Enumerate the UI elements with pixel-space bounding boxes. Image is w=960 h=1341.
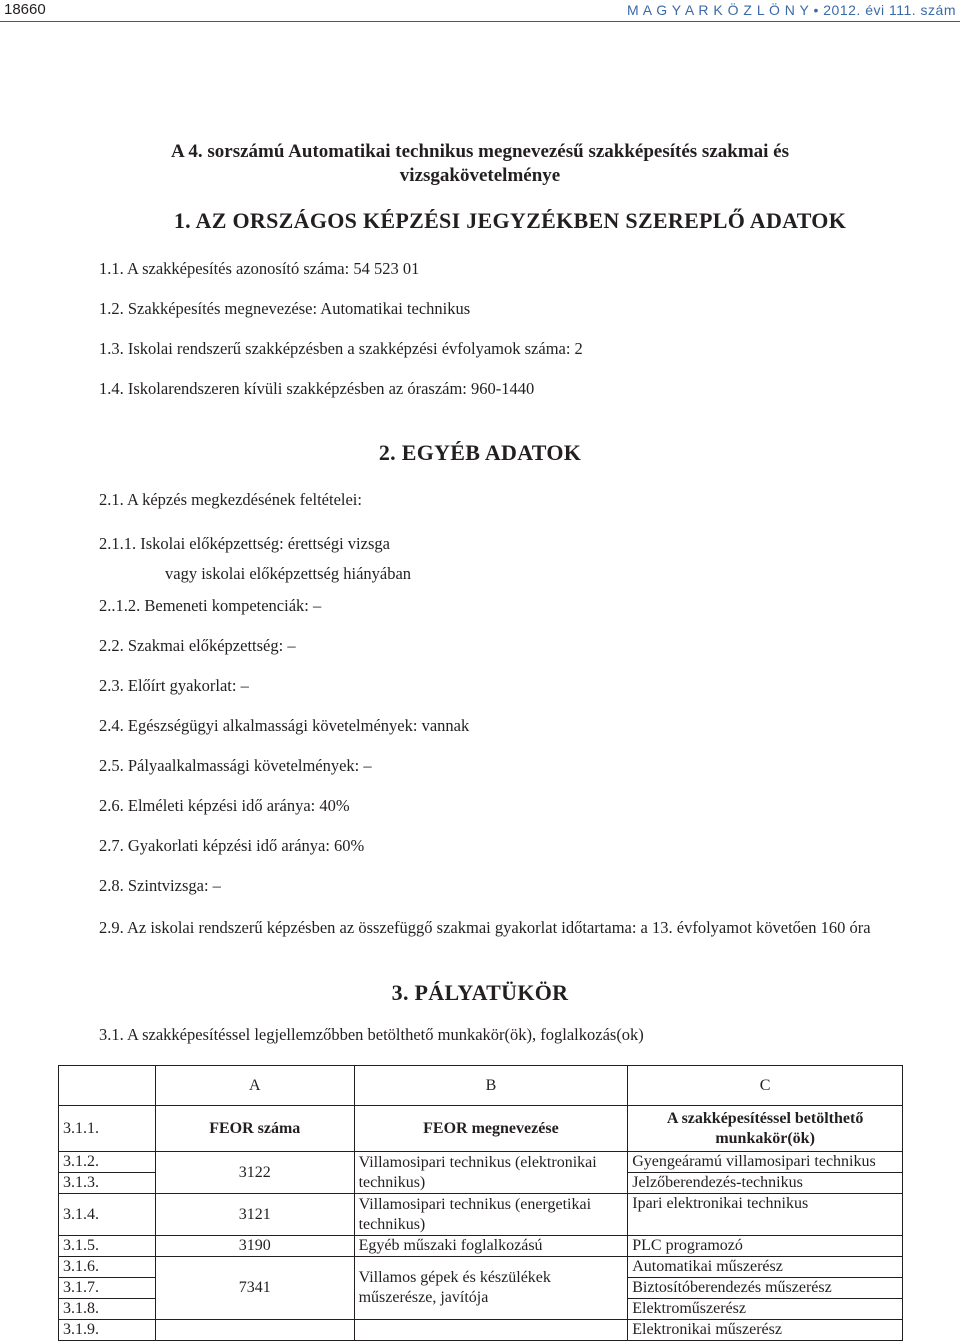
item-2-5: 2.5. Pályaalkalmassági követelmények: – (99, 756, 372, 775)
feor-name: Egyéb műszaki foglalkozású (354, 1236, 628, 1257)
row-number: 3.1.3. (59, 1173, 156, 1194)
page-header (0, 0, 960, 22)
item-1-4: 1.4. Iskolarendszeren kívüli szakképzésben az óraszám: 960-1440 (99, 379, 535, 398)
occupation: Jelzőberendezés-technikus (628, 1173, 903, 1194)
item-2-1: 2.1. A képzés megkezdésének feltételei: (99, 490, 362, 509)
section-1-heading: 1. AZ ORSZÁGOS KÉPZÉSI JEGYZÉKBEN SZEREPLŐ ADATOK (173, 208, 847, 233)
occupation: Elektronikai műszerész (628, 1320, 903, 1341)
item-2-4: 2.4. Egészségügyi alkalmassági követelmények: vannak (99, 716, 470, 735)
row-number: 3.1.2. (59, 1152, 156, 1173)
page-number: 18660 (4, 1, 46, 18)
row-number: 3.1.8. (59, 1299, 156, 1320)
item-1-1: 1.1. A szakképesítés azonosító száma: 54 523 01 (99, 259, 420, 278)
row-number: 3.1.1. (59, 1106, 156, 1152)
occupation: Gyengeáramú villamosipari technikus (628, 1152, 903, 1173)
occupation: Automatikai műszerész (628, 1257, 903, 1278)
occupation: PLC programozó (628, 1236, 903, 1257)
occupation: Ipari elektronikai technikus (628, 1194, 903, 1236)
item-2-8: 2.8. Szintvizsga: – (99, 876, 221, 895)
item-2-1-1: 2.1.1. Iskolai előképzettség: érettségi vizsga (99, 534, 390, 553)
table-cell (354, 1320, 628, 1341)
feor-number: 7341 (155, 1257, 354, 1320)
feor-name: Villamosipari technikus (elektronikai technikus) (354, 1152, 628, 1194)
table-cell (155, 1320, 354, 1341)
row-number: 3.1.6. (59, 1257, 156, 1278)
column-header-feor-number: FEOR száma (155, 1106, 354, 1152)
column-header-feor-name: FEOR megnevezése (354, 1106, 628, 1152)
table-row (59, 1152, 903, 1173)
table-letter-row (59, 1066, 903, 1106)
table-row (59, 1194, 903, 1236)
column-letter-a: A (155, 1066, 354, 1106)
header-rule (0, 21, 960, 22)
row-number: 3.1.4. (59, 1194, 156, 1236)
item-2-3: 2.3. Előírt gyakorlat: – (99, 676, 249, 695)
item-2-1-2: 2..1.2. Bemeneti kompetenciák: – (99, 596, 322, 615)
document-title: A 4. sorszámú Automatikai technikus megnevezésű szakképesítés szakmai és vizsgakövetelménye (170, 141, 790, 186)
occupation: Biztosítóberendezés műszerész (628, 1278, 903, 1299)
section-2-heading: 2. EGYÉB ADATOK (378, 440, 582, 465)
feor-table (58, 1065, 903, 1341)
table-row (59, 1257, 903, 1278)
feor-number: 3122 (155, 1152, 354, 1194)
feor-name: Villamosipari technikus (energetikai technikus) (354, 1194, 628, 1236)
row-number: 3.1.7. (59, 1278, 156, 1299)
table-header-row (59, 1106, 903, 1152)
journal-title: M A G Y A R K Ö Z L Ö N Y • 2012. évi 111. szám (626, 2, 956, 18)
table-cell (59, 1066, 156, 1106)
occupation: Elektroműszerész (628, 1299, 903, 1320)
row-number: 3.1.5. (59, 1236, 156, 1257)
column-header-occupation: A szakképesítéssel betölthető munkakör(ök) (628, 1106, 903, 1152)
section-3-heading: 3. PÁLYATÜKÖR (391, 980, 569, 1005)
item-2-1-1-continuation: vagy iskolai előképzettség hiányában (165, 564, 412, 583)
item-1-3: 1.3. Iskolai rendszerű szakképzésben a szakképzési évfolyamok száma: 2 (99, 339, 583, 358)
row-number: 3.1.9. (59, 1320, 156, 1341)
table-row (59, 1236, 903, 1257)
item-2-2: 2.2. Szakmai előképzettség: – (99, 636, 296, 655)
item-2-9: 2.9. Az iskolai rendszerű képzésben az összefüggő szakmai gyakorlat időtartama: a 13. évfolyamot követően 160 óra (99, 918, 871, 937)
feor-number: 3190 (155, 1236, 354, 1257)
item-1-2: 1.2. Szakképesítés megnevezése: Automatikai technikus (99, 299, 471, 318)
feor-number: 3121 (155, 1194, 354, 1236)
item-2-6: 2.6. Elméleti képzési idő aránya: 40% (99, 796, 350, 815)
item-2-7: 2.7. Gyakorlati képzési idő aránya: 60% (99, 836, 365, 855)
table-row (59, 1320, 903, 1341)
item-3-1: 3.1. A szakképesítéssel legjellemzőbben betölthető munkakör(ök), foglalkozás(ok) (99, 1025, 644, 1044)
feor-name: Villamos gépek és készülékek műszerésze, javítója (354, 1257, 628, 1320)
column-letter-b: B (354, 1066, 628, 1106)
column-letter-c: C (628, 1066, 903, 1106)
